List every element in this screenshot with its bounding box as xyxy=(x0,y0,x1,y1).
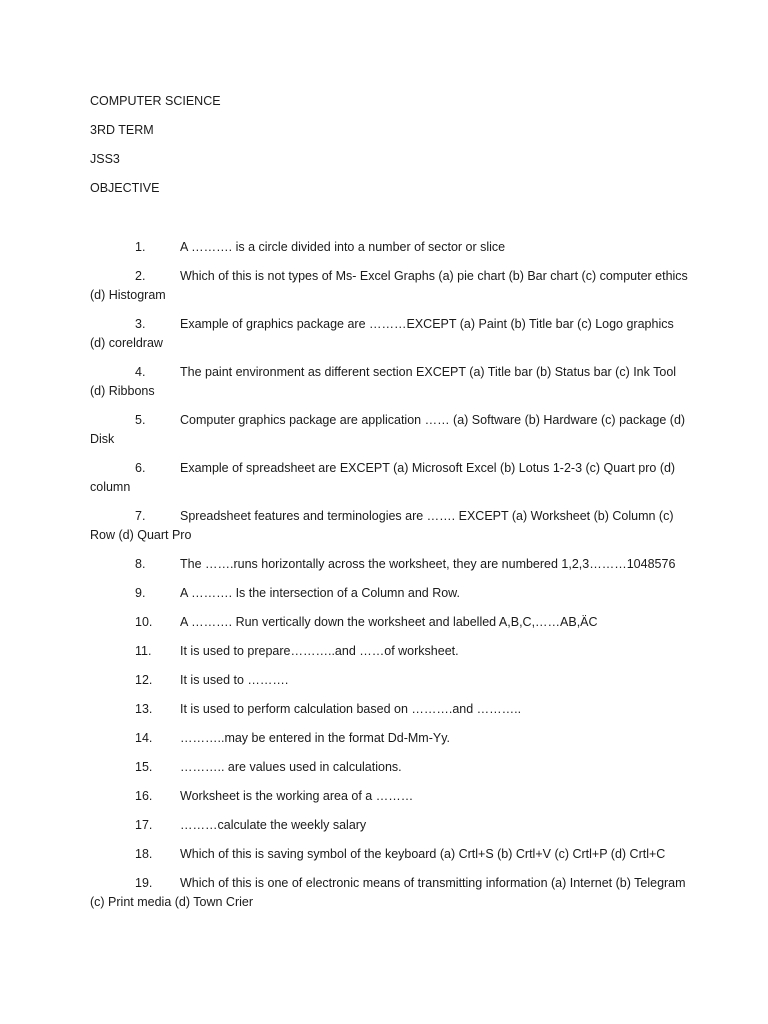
question-item xyxy=(90,729,690,748)
question-number: 15. xyxy=(135,760,153,774)
question-text: ………calculate the weekly salary xyxy=(180,818,367,832)
question-item xyxy=(90,787,690,806)
question-text: Which of this is one of electronic means of transmitting information (a) Internet (b) Telegram (c) Print media (d) Town Crier xyxy=(90,876,686,909)
question-item xyxy=(90,700,690,719)
question-item xyxy=(90,758,690,777)
question-text: ……….. are values used in calculations. xyxy=(180,760,402,774)
class-heading: JSS3 xyxy=(90,152,120,166)
question-item xyxy=(90,584,690,603)
question-item xyxy=(90,816,690,835)
question-item xyxy=(90,459,690,497)
question-text: Example of spreadsheet are EXCEPT (a) Microsoft Excel (b) Lotus 1-2-3 (c) Quart pro (d) column xyxy=(90,461,676,494)
question-text: A ………. is a circle divided into a number of sector or slice xyxy=(180,240,506,254)
question-number: 17. xyxy=(135,818,153,832)
question-text: The paint environment as different section EXCEPT (a) Title bar (b) Status bar (c) Ink Tool (d) Ribbons xyxy=(90,365,677,398)
question-text: Spreadsheet features and terminologies are ……. EXCEPT (a) Worksheet (b) Column (c) Row (d) Quart Pro xyxy=(90,509,674,542)
question-text: A ………. Run vertically down the worksheet and labelled A,B,C,……AB,ÄC xyxy=(180,615,598,629)
question-number: 19. xyxy=(135,876,153,890)
question-number: 12. xyxy=(135,673,153,687)
question-item xyxy=(90,238,690,257)
question-number: 6. xyxy=(135,461,146,475)
question-text: ………..may be entered in the format Dd-Mm-Yy. xyxy=(180,731,450,745)
question-number: 11. xyxy=(135,644,152,658)
question-item xyxy=(90,613,690,632)
question-item xyxy=(90,267,690,305)
question-item xyxy=(90,555,690,574)
question-item xyxy=(90,411,690,449)
section-heading: OBJECTIVE xyxy=(90,181,160,195)
question-number: 18. xyxy=(135,847,153,861)
question-text: It is used to ………. xyxy=(180,673,289,687)
question-text: Example of graphics package are ………EXCEPT (a) Paint (b) Title bar (c) Logo graphics (d) coreldraw xyxy=(90,317,674,350)
question-number: 10. xyxy=(135,615,153,629)
question-number: 2. xyxy=(135,269,146,283)
question-text: Worksheet is the working area of a ……… xyxy=(180,789,414,803)
question-text: It is used to prepare………..and ……of worksheet. xyxy=(180,644,459,658)
question-item xyxy=(90,642,690,661)
question-number: 8. xyxy=(135,557,146,571)
question-number: 3. xyxy=(135,317,146,331)
question-item xyxy=(90,671,690,690)
question-text: Which of this is not types of Ms- Excel Graphs (a) pie chart (b) Bar chart (c) computer ethics (d) Histogram xyxy=(90,269,688,302)
question-text: Which of this is saving symbol of the keyboard (a) Crtl+S (b) Crtl+V (c) Crtl+P (d) Crtl+C xyxy=(180,847,666,861)
term-heading: 3RD TERM xyxy=(90,123,154,137)
question-number: 5. xyxy=(135,413,146,427)
question-number: 16. xyxy=(135,789,153,803)
question-text: The …….runs horizontally across the worksheet, they are numbered 1,2,3………1048576 xyxy=(180,557,676,571)
question-item xyxy=(90,507,690,545)
question-number: 1. xyxy=(135,240,146,254)
question-number: 4. xyxy=(135,365,146,379)
question-list xyxy=(90,238,690,922)
question-number: 7. xyxy=(135,509,146,523)
question-number: 9. xyxy=(135,586,146,600)
question-item xyxy=(90,874,690,912)
question-text: Computer graphics package are application …… (a) Software (b) Hardware (c) package (d) Disk xyxy=(90,413,686,446)
question-number: 13. xyxy=(135,702,153,716)
question-item xyxy=(90,845,690,864)
question-text: It is used to perform calculation based on ……….and ……….. xyxy=(180,702,522,716)
question-item xyxy=(90,363,690,401)
question-number: 14. xyxy=(135,731,153,745)
subject-heading: COMPUTER SCIENCE xyxy=(90,94,221,108)
question-text: A ………. Is the intersection of a Column and Row. xyxy=(180,586,460,600)
question-item xyxy=(90,315,690,353)
